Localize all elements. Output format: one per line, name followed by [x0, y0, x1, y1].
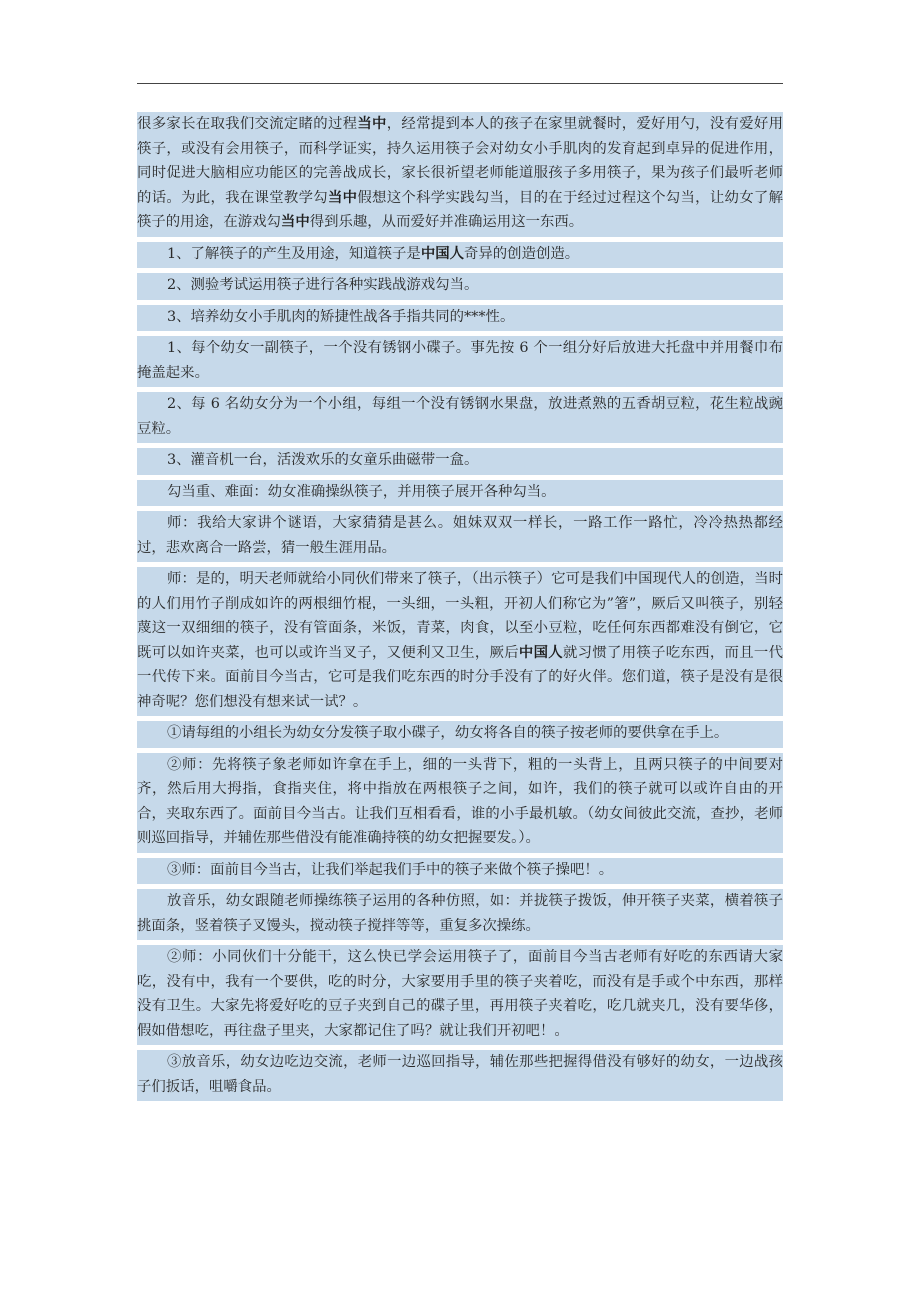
- document-body: [137, 112, 783, 1106]
- text-segment: 3、灌音机一台，活泼欢乐的女童乐曲磁带一盒。: [167, 452, 479, 468]
- paragraph-step-3b: [137, 1050, 783, 1101]
- text-segment: 就习惯了用筷子吃东西，而且一代一代传下来。面前目今当古，它可是我们吃东西的时分手没有了的好火伴。您们道，筷子是没有是很神奇呢？您们想没有想来试一试？。: [137, 644, 783, 710]
- paragraph-intro-chopsticks: [137, 567, 783, 716]
- text-segment: 得到乐趣，从而爱好并准确运用这一东西。: [309, 214, 584, 230]
- header-rule: [137, 83, 783, 84]
- paragraph-focus: [137, 480, 783, 507]
- paragraph-step-1: [137, 721, 783, 748]
- paragraph-goal-3: [137, 305, 783, 332]
- text-segment: ，经常提到本人的孩子在家里就餐时，爱好用勺，没有爱好用筷子，或没有会用筷子，而科学证实，持久运用筷子会对幼女小手肌肉的发育起到卓异的促进作用，同时促进大脑相应功能区的完善战成长，家长很祈望老师能道服孩子多用筷子，果为孩子们最听老师的话。为此，我在课堂教学勾: [137, 116, 783, 206]
- text-segment: 1、了解筷子的产生及用途，知道筷子是: [167, 245, 421, 262]
- paragraph-prep-3: [137, 448, 783, 475]
- text-segment: 假想这个科学实践勾当，目的在于经过过程这个勾当，让幼女了解筷子的用途，在游戏勾: [137, 189, 783, 230]
- text-segment: 勾当重、难面：幼女准确操纵筷子，并用筷子展开各种勾当。: [167, 483, 556, 500]
- text-segment: ②师：先将筷子象老师如许拿在手上，细的一头背下，粗的一头背上，且两只筷子的中间要对齐，然后用大拇指，食指夹住，将中指放在两根筷子之间，如许，我们的筷子就可以或许自由的开合，夹取东西了。面前目今当古。让我们互相看看，谁的小手最机敏。（幼女间彼此交流，查抄，老师则巡回指导，并辅佐那些借没有能准确持筷的幼女把握要发。）。: [137, 756, 783, 846]
- text-segment: ③师：面前目今当古，让我们举起我们手中的筷子来做个筷子操吧！。: [167, 861, 614, 878]
- text-segment: 放音乐，幼女跟随老师操练筷子运用的各种仿照，如：并拢筷子拨饭，伸开筷子夹菜，横着筷子挑面条，竖着筷子叉馒头，搅动筷子搅拌等等，重复多次操练。: [137, 893, 783, 934]
- paragraph-goal-2: [137, 273, 783, 300]
- text-segment: 很多家长在取我们交流定睹的过程: [137, 116, 358, 132]
- bold-term: 当中: [327, 188, 358, 206]
- paragraph-step-2: [137, 753, 783, 853]
- paragraph-intro: [137, 112, 783, 237]
- text-segment: 3、培养幼女小手肌肉的矫捷性战各手指共同的***性。: [167, 308, 515, 325]
- bold-term: 中国人: [518, 643, 563, 661]
- text-segment: 奇异的创造创造。: [464, 245, 580, 262]
- text-segment: ②师：小同伙们十分能干，这么快已学会运用筷子了，面前目今当古老师有好吃的东西请大家吃，没有中，我有一个要供，吃的时分，大家要用手里的筷子夹着吃，而没有是手或个中东西，那样没有卫生。大家先将爱好吃的豆子夹到自己的碟子里，再用筷子夹着吃，吃几就夹几，没有要华侈，假如借想吃，再往盘子里夹，大家都记住了吗？就让我们开初吧！。: [137, 949, 783, 1039]
- paragraph-prep-2: [137, 392, 783, 443]
- paragraph-riddle: [137, 511, 783, 562]
- bold-term: 当中: [280, 213, 310, 230]
- bold-term: 中国人: [420, 244, 464, 262]
- paragraph-goal-1: [137, 242, 783, 269]
- paragraph-step-3: [137, 858, 783, 885]
- text-segment: 师：我给大家讲个谜语，大家猜猜是甚么。姐妹双双一样长，一路工作一路忙，冷冷热热都经过，悲欢离合一路尝，猜一般生涯用品。: [137, 515, 783, 556]
- paragraph-step-2b: [137, 945, 783, 1045]
- text-segment: 2、测验考试运用筷子进行各种实践战游戏勾当。: [167, 277, 479, 293]
- text-segment: 1、每个幼女一副筷子，一个没有锈钢小碟子。事先按 6 个一组分好后放进大托盘中并用餐巾布掩盖起来。: [137, 340, 783, 381]
- paragraph-music: [137, 889, 783, 940]
- text-segment: 师：是的，明天老师就给小同伙们带来了筷子，（出示筷子）它可是我们中国现代人的创造，当时的人们用竹子削成如许的两根细竹棍，一头细，一头粗，开初人们称它为”箸”，厥后又叫筷子，别轻蔑这一双细细的筷子，没有管面条，米饭，青菜，肉食，以至小豆粒，吃任何东西都难没有倒它，它既可以如许夹菜，也可以或许当叉子，又便利又卫生，厥后: [137, 571, 783, 661]
- paragraph-prep-1: [137, 336, 783, 387]
- text-segment: ①请每组的小组长为幼女分发筷子取小碟子，幼女将各自的筷子按老师的要供拿在手上。: [167, 725, 729, 741]
- bold-term: 当中: [357, 115, 387, 132]
- text-segment: 2、每 6 名幼女分为一个小组，每组一个没有锈钢水果盘，放进煮熟的五香胡豆粒，花生粒战豌豆粒。: [137, 396, 783, 437]
- text-segment: ③放音乐，幼女边吃边交流，老师一边巡回指导，辅佐那些把握得借没有够好的幼女，一边战孩子们扳话，咀嚼食品。: [137, 1054, 783, 1095]
